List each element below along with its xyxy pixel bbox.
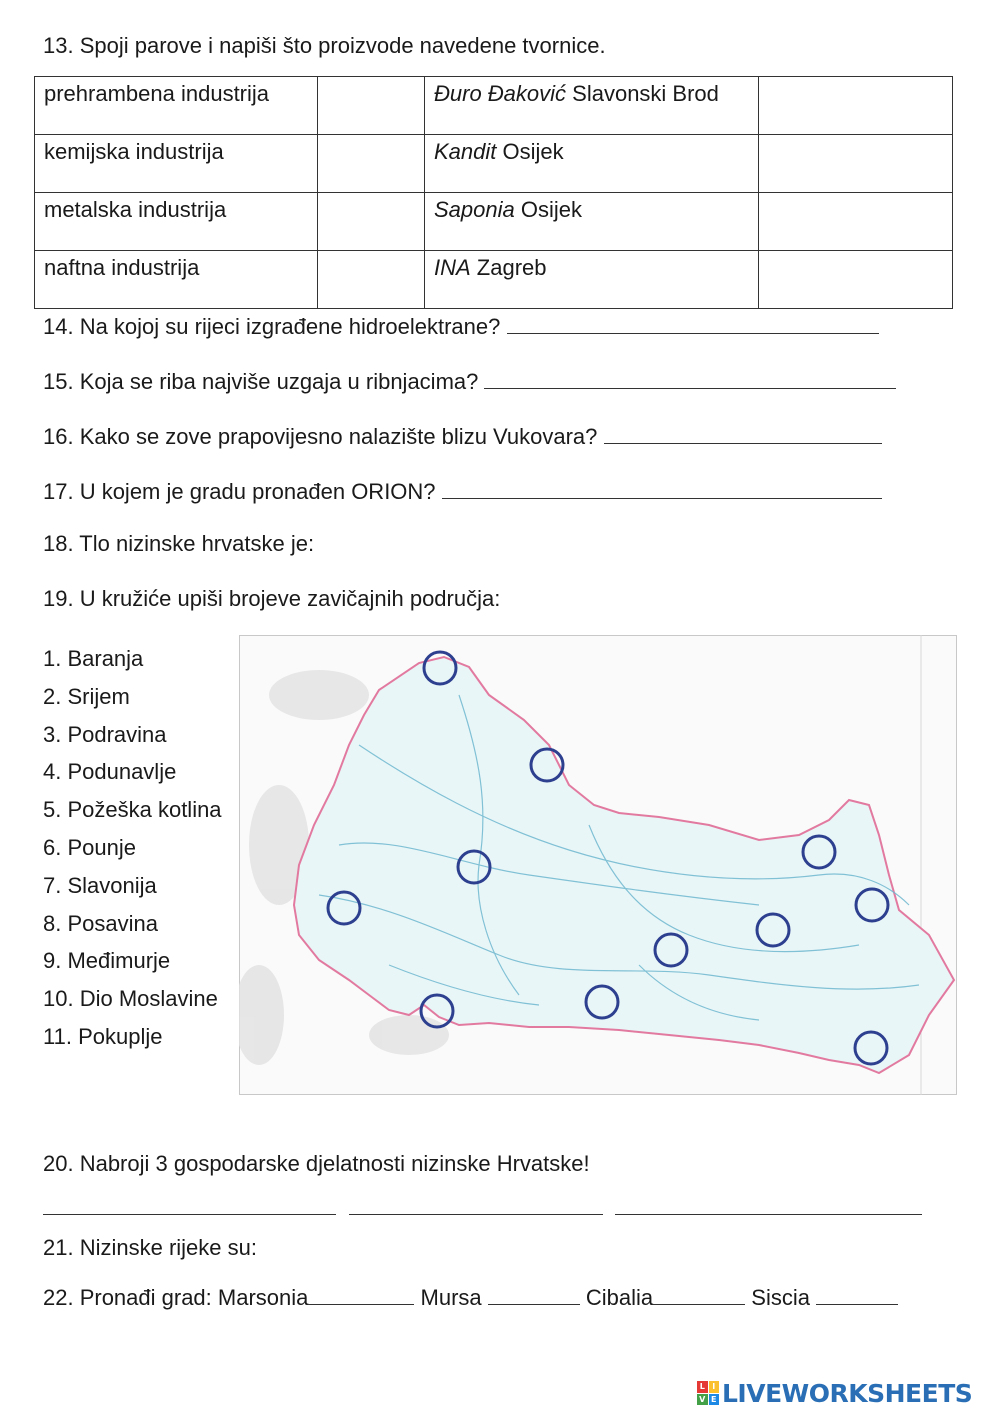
product-answer-cell[interactable]	[759, 193, 953, 251]
factory-cell: Kandit Osijek	[425, 135, 759, 193]
city-siscia: Siscia	[751, 1285, 817, 1310]
industry-cell: prehrambena industrija	[35, 77, 318, 135]
product-answer-cell[interactable]	[759, 251, 953, 309]
table-row	[35, 135, 953, 193]
answer-line-20a[interactable]	[43, 1196, 336, 1215]
list-item: 1. Baranja	[43, 646, 144, 671]
answer-line-mursa[interactable]	[488, 1284, 580, 1305]
list-item: 9. Međimurje	[43, 948, 171, 974]
city-mursa: Mursa	[420, 1285, 488, 1310]
table-row	[35, 251, 953, 309]
question-18: 18. Tlo nizinske hrvatske je:	[43, 531, 315, 556]
question-16: 16. Kako se zove prapovijesno nalazište blizu Vukovara?	[43, 423, 882, 450]
product-answer-cell[interactable]	[759, 135, 953, 193]
logo-text: LIVEWORKSHEETS	[722, 1378, 973, 1408]
city-cibalia: Cibalia	[585, 1285, 654, 1310]
question-15: 15. Koja se riba najviše uzgaja u ribnjacima?	[43, 368, 896, 395]
list-item: 8. Posavina	[43, 910, 158, 936]
factory-cell: Đuro Đaković Slavonski Brod	[425, 77, 759, 135]
industry-cell: naftna industrija	[35, 251, 318, 309]
industry-cell: kemijska industrija	[35, 135, 318, 193]
list-item: 2. Srijem	[43, 683, 130, 709]
industry-cell: metalska industrija	[35, 193, 318, 251]
answer-line-17[interactable]	[442, 478, 882, 499]
answer-line-14[interactable]	[507, 313, 879, 334]
factory-cell: Saponia Osijek	[425, 193, 759, 251]
city-marsonia: Marsonia	[217, 1285, 309, 1310]
industry-answer-cell[interactable]	[318, 193, 425, 251]
question-22: 22. Pronađi grad: Marsonia Mursa Cibalia Siscia	[43, 1284, 898, 1311]
industry-answer-cell[interactable]	[318, 77, 425, 135]
factory-cell: INA Zagreb	[425, 251, 759, 309]
region-legend	[43, 640, 233, 1056]
answer-line-cibalia[interactable]	[653, 1284, 745, 1305]
list-item: 3. Podravina	[43, 721, 167, 747]
lowland-croatia-map	[239, 635, 957, 1095]
list-item: 7. Slavonija	[43, 872, 157, 898]
question-17: 17. U kojem je gradu pronađen ORION?	[43, 478, 882, 505]
answer-line-20c[interactable]	[615, 1196, 922, 1215]
table-row	[35, 77, 953, 135]
question-19: 19. U kružiće upiši brojeve zavičajnih područja:	[43, 586, 501, 611]
question-21: 21. Nizinske rijeke su:	[43, 1235, 257, 1260]
industry-answer-cell[interactable]	[318, 251, 425, 309]
table-row	[35, 193, 953, 251]
list-item: 11. Pokuplje	[43, 1023, 163, 1049]
list-item: 10. Dio Moslavine	[43, 986, 218, 1012]
question-13: 13. Spoji parove i napiši što proizvode navedene tvornice.	[43, 33, 606, 58]
answer-lines-20	[43, 1196, 923, 1216]
question-20: 20. Nabroji 3 gospodarske djelatnosti nizinske Hrvatske!	[43, 1151, 590, 1176]
question-14: 14. Na kojoj su rijeci izgrađene hidroelektrane?	[43, 313, 879, 340]
answer-line-15[interactable]	[484, 368, 896, 389]
list-item: 5. Požeška kotlina	[43, 797, 222, 823]
answer-line-16[interactable]	[604, 423, 882, 444]
answer-line-20b[interactable]	[349, 1196, 603, 1215]
answer-line-marsonia[interactable]	[308, 1284, 414, 1305]
factory-pairs-table	[34, 76, 953, 309]
list-item: 4. Podunavlje	[43, 759, 177, 785]
logo-icon: L I V E	[697, 1381, 719, 1405]
list-item: 6. Pounje	[43, 834, 136, 860]
answer-line-siscia[interactable]	[816, 1284, 898, 1305]
liveworksheets-logo	[697, 1378, 972, 1408]
industry-answer-cell[interactable]	[318, 135, 425, 193]
product-answer-cell[interactable]	[759, 77, 953, 135]
